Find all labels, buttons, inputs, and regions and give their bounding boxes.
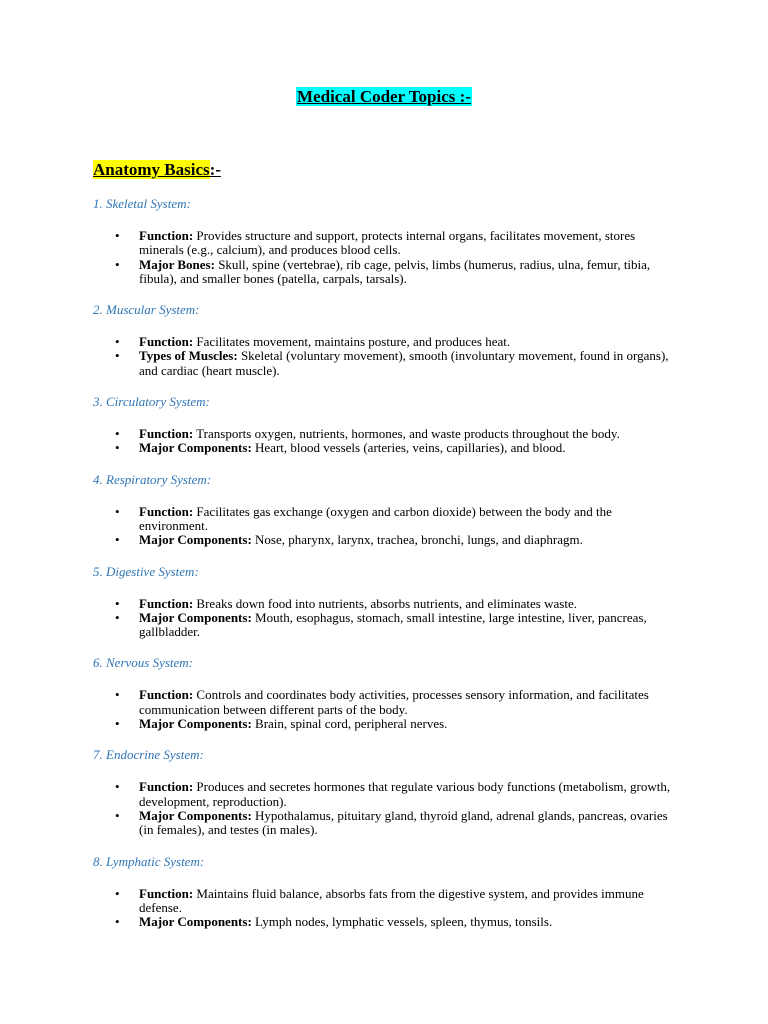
section-heading-suffix: :- (209, 160, 221, 179)
system-section (93, 747, 673, 853)
item-label: Major Components: (139, 440, 252, 456)
bullet-icon: • (115, 609, 120, 625)
bullet-list (93, 427, 673, 456)
item-text: Skull, spine (vertebrae), rib cage, pelvis, limbs (humerus, radius, ulna, femur, tibia, fibula), and smaller bones (patella, carpals, tarsals). (139, 256, 651, 286)
systems-list (93, 196, 673, 929)
section-heading-text: Anatomy Basics (93, 160, 210, 179)
bullet-list (93, 887, 673, 930)
system-title: 6. Nervous System: (93, 655, 194, 671)
list-item (93, 229, 673, 258)
item-label: Major Bones: (139, 256, 215, 272)
bullet-icon: • (115, 348, 120, 364)
bullet-icon: • (115, 779, 120, 795)
item-text: Brain, spinal cord, peripheral nerves. (251, 716, 448, 732)
system-title: 4. Respiratory System: (93, 471, 212, 487)
list-item (93, 597, 673, 611)
system-section (93, 655, 673, 747)
bullet-icon: • (115, 440, 120, 456)
list-item (93, 809, 673, 838)
list-item (93, 335, 673, 349)
bullet-icon: • (115, 334, 120, 350)
system-section (93, 854, 673, 930)
item-label: Major Components: (139, 716, 252, 732)
bullet-icon: • (115, 807, 120, 823)
item-label: Function: (139, 334, 194, 350)
bullet-icon: • (115, 256, 120, 272)
bullet-icon: • (115, 716, 120, 732)
list-item (93, 258, 673, 287)
item-label: Function: (139, 228, 194, 243)
item-label: Function: (139, 503, 194, 519)
item-text: Provides structure and support, protects internal organs, facilitates movement, stores minerals (e.g., calcium), and produces blood cells. (139, 228, 636, 258)
system-title: 1. Skeletal System: (93, 196, 191, 211)
bullet-list (93, 688, 673, 731)
item-text: Heart, blood vessels (arteries, veins, capillaries), and blood. (251, 440, 566, 456)
bullet-list (93, 597, 673, 640)
list-item (93, 349, 673, 378)
item-label: Function: (139, 426, 194, 442)
system-title: 7. Endocrine System: (93, 747, 204, 763)
bullet-list (93, 229, 673, 286)
item-text: Facilitates gas exchange (oxygen and carbon dioxide) between the body and the environment. (139, 503, 612, 533)
item-label: Major Components: (139, 914, 252, 930)
list-item (93, 441, 673, 455)
list-item (93, 887, 673, 916)
item-label: Types of Muscles: (139, 348, 238, 364)
item-text: Controls and coordinates body activities, processes sensory information, and facilitates communication between different parts of the body. (139, 687, 649, 717)
item-label: Major Components: (139, 609, 252, 625)
document-title-text: Medical Coder Topics :- (297, 87, 471, 106)
system-title: 3. Circulatory System: (93, 394, 210, 410)
system-section (93, 564, 673, 656)
item-text: Nose, pharynx, larynx, trachea, bronchi, lungs, and diaphragm. (251, 532, 583, 548)
bullet-icon: • (115, 532, 120, 548)
list-item (93, 780, 673, 809)
bullet-icon: • (115, 885, 120, 901)
item-label: Function: (139, 885, 194, 901)
system-title: 5. Digestive System: (93, 563, 199, 579)
bullet-icon: • (115, 426, 120, 442)
bullet-icon: • (115, 228, 120, 243)
list-item (93, 915, 673, 929)
system-section (93, 302, 673, 394)
item-text: Transports oxygen, nutrients, hormones, and waste products throughout the body. (193, 426, 620, 442)
item-label: Function: (139, 779, 194, 795)
item-text: Breaks down food into nutrients, absorbs nutrients, and eliminates waste. (193, 595, 577, 611)
system-section (93, 196, 673, 302)
item-text: Mouth, esophagus, stomach, small intestine, large intestine, liver, pancreas, gallbladder. (139, 609, 647, 640)
list-item (93, 533, 673, 547)
list-item (93, 688, 673, 717)
item-text: Hypothalamus, pituitary gland, thyroid gland, adrenal glands, pancreas, ovaries (in females), and testes (in males). (139, 807, 668, 838)
bullet-icon: • (115, 914, 120, 930)
bullet-list (93, 780, 673, 837)
system-section (93, 394, 673, 472)
bullet-list (93, 335, 673, 378)
system-title: 8. Lymphatic System: (93, 853, 205, 869)
item-text: Lymph nodes, lymphatic vessels, spleen, thymus, tonsils. (251, 914, 553, 930)
document-title (0, 87, 768, 107)
list-item (93, 611, 673, 640)
item-text: Skeletal (voluntary movement), smooth (involuntary movement, found in organs), and cardiac (heart muscle). (139, 348, 669, 378)
item-text: Produces and secretes hormones that regulate various body functions (metabolism, growth, development, reproduction). (139, 779, 671, 809)
item-label: Function: (139, 595, 194, 611)
system-section (93, 472, 673, 564)
item-label: Major Components: (139, 532, 252, 548)
list-item (93, 427, 673, 441)
bullet-icon: • (115, 687, 120, 703)
bullet-icon: • (115, 595, 120, 611)
bullet-icon: • (115, 503, 120, 519)
item-text: Facilitates movement, maintains posture, and produces heat. (193, 334, 511, 350)
item-label: Function: (139, 687, 194, 703)
list-item (93, 505, 673, 534)
item-text: Maintains fluid balance, absorbs fats from the digestive system, and provides immune defense. (139, 885, 644, 915)
list-item (93, 717, 673, 731)
system-title: 2. Muscular System: (93, 302, 200, 318)
section-heading (93, 160, 221, 180)
item-label: Major Components: (139, 807, 252, 823)
bullet-list (93, 505, 673, 548)
